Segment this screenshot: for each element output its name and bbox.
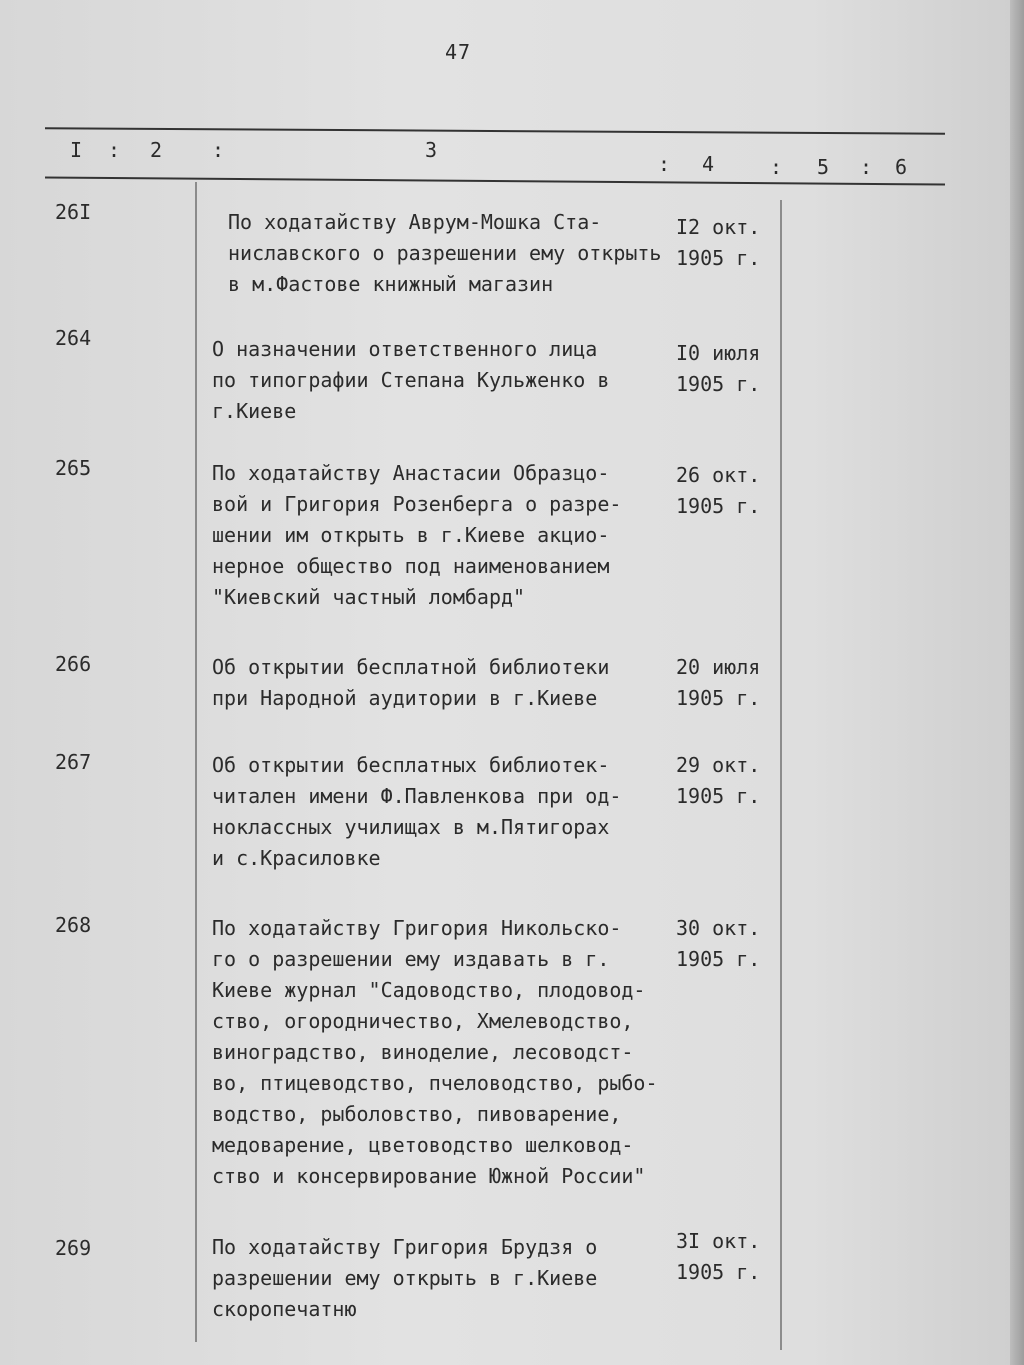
column-divider: [195, 182, 197, 1342]
entry-date: I0 июля 1905 г.: [676, 341, 761, 396]
entry-description: Об открытии бесплатных библиотек- читален имени Ф.Павленкова при од- ноклассных училищах в м.Пятигорах и с.Красиловке: [212, 753, 622, 870]
header-rule-top: [45, 127, 945, 134]
entry-description: По ходатайству Анастасии Образцо- вой и Григория Розенберга о разре- шении им открыть в г.Киеве акцио- нерное общество под наименованием "Киевский частный ломбард": [212, 461, 622, 609]
entry-date: 26 окт. 1905 г.: [676, 463, 761, 518]
entry-date: I2 окт. 1905 г.: [676, 215, 761, 270]
entry-description: Об открытии бесплатной библиотеки при Народной аудитории в г.Киеве: [212, 655, 610, 710]
entry-description: О назначении ответственного лица по типографии Степана Кульженко в г.Киеве: [212, 337, 610, 423]
column-separator: :: [108, 138, 121, 162]
column-header-2: 2: [150, 138, 163, 162]
header-rule-bottom: [45, 176, 945, 185]
column-header-3: 3: [425, 138, 438, 162]
paper-edge: [1010, 0, 1024, 1365]
entry-number: 264: [55, 326, 92, 350]
entry-date: 30 окт. 1905 г.: [676, 916, 761, 971]
entry-number: 26I: [55, 200, 92, 224]
entry-description: По ходатайству Аврум-Мошка Ста- ниславского о разрешении ему открыть в м.Фастове книжный магазин: [228, 210, 662, 296]
entry-number: 267: [55, 750, 92, 774]
column-separator: :: [770, 155, 783, 179]
entry-description: По ходатайству Григория Брудзя о разрешении ему открыть в г.Киеве скоропечатню: [212, 1235, 598, 1321]
entry-date: 3I окт. 1905 г.: [676, 1229, 761, 1284]
column-separator: :: [658, 152, 671, 176]
entry-number: 266: [55, 652, 92, 676]
column-header-1: I: [70, 138, 83, 162]
column-header-6: 6: [895, 155, 908, 179]
entry-number: 269: [55, 1236, 92, 1260]
entry-description: По ходатайству Григория Никольско- го о разрешении ему издавать в г. Киеве журнал "Садоводство, плодовод- ство, огородничество, Хмелеводство, виноградство, виноделие, лесоводст- во, птицеводство, пчеловодство, рыбо- водство, рыболовство, пивоварение, медоварение, цветоводство шелковод- ство и консервирование Южной России": [212, 916, 658, 1188]
column-separator: :: [860, 155, 873, 179]
column-header-5: 5: [817, 155, 830, 179]
column-header-4: 4: [702, 152, 715, 176]
entry-number: 265: [55, 456, 92, 480]
entry-date: 29 окт. 1905 г.: [676, 753, 761, 808]
column-separator: :: [212, 138, 225, 162]
entry-date: 20 июля 1905 г.: [676, 655, 761, 710]
entry-number: 268: [55, 913, 92, 937]
page-number: 47: [445, 40, 472, 64]
